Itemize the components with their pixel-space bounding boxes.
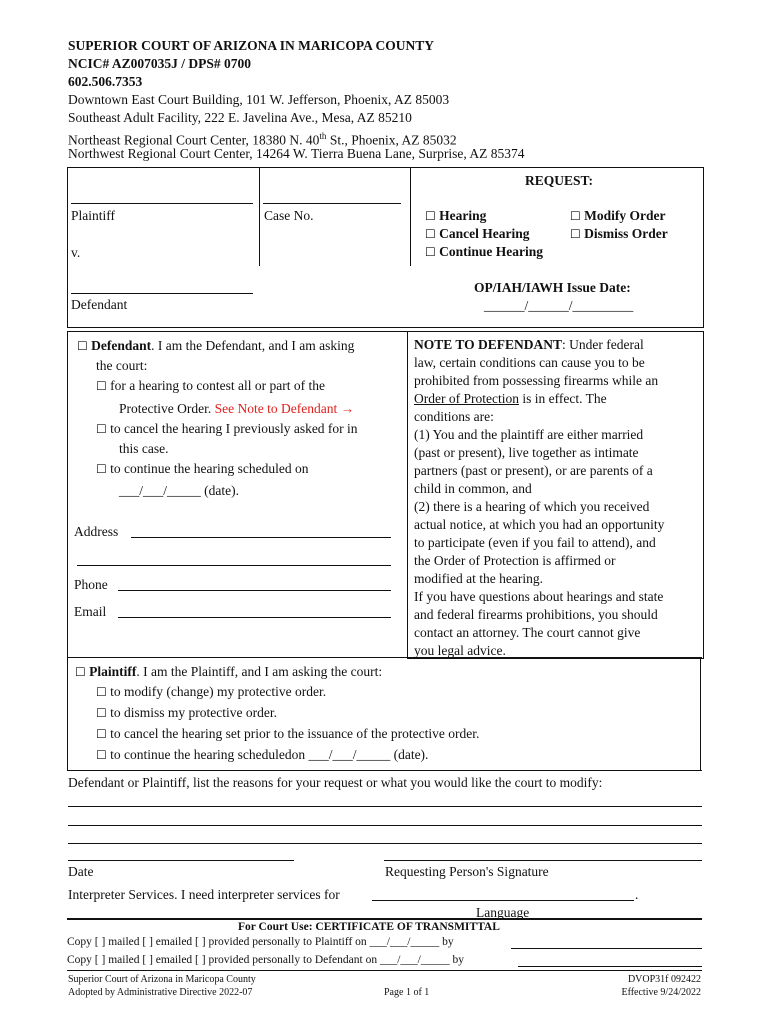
defendant-continue-label: to continue the hearing scheduled on (110, 461, 309, 476)
plaintiff-option-dismiss[interactable] (96, 704, 277, 722)
phone-label: Phone (74, 577, 108, 592)
plaintiff-section-title: Plaintiff (89, 664, 137, 679)
defendant-option-contest[interactable] (96, 377, 325, 395)
contest-checkbox[interactable]: ☐ (96, 379, 107, 393)
interpreter-period: . (635, 887, 639, 902)
plaintiff-continue-label: to continue the hearing scheduledon ___/___/_____ (date). (110, 747, 429, 762)
order-of-protection-underlined: Order of Protection (414, 391, 519, 406)
continue-hearing-label: Continue Hearing (439, 244, 544, 259)
defendant-option-continue[interactable] (96, 460, 308, 478)
modify-order-label: Modify Order (584, 208, 666, 223)
reasons-prompt: Defendant or Plaintiff, list the reasons for your request or what you would like the court to modify: (68, 775, 603, 790)
defendant-section-top-border (67, 331, 407, 332)
see-note-link[interactable]: See Note to Defendant → (214, 401, 355, 416)
cancel-hearing-label: Cancel Hearing (439, 226, 530, 241)
request-hearing[interactable] (425, 207, 486, 225)
plaintiff-option-modify[interactable] (96, 683, 326, 701)
note-line-1-text: : Under federal (562, 337, 644, 352)
defendant-request-intro (77, 337, 354, 355)
defendant-name-line[interactable] (71, 293, 253, 294)
note-line-17: contact an attorney. The court cannot give (414, 625, 641, 640)
page-number: Page 1 of 1 (384, 987, 430, 998)
defendant-section-title: Defendant (91, 338, 152, 353)
caption-divider-1 (259, 167, 260, 266)
note-line-2: law, certain conditions can cause you to be (414, 355, 645, 370)
dismiss-order-checkbox[interactable]: ☐ (570, 227, 581, 241)
reasons-line-2[interactable] (68, 825, 702, 826)
note-title: NOTE TO DEFENDANT (414, 337, 563, 352)
date-label: Date (68, 864, 94, 879)
defendant-intro-text: . I am the Defendant, and I am asking (151, 338, 355, 353)
note-line-14: modified at the hearing. (414, 571, 543, 586)
plaintiff-cancel-label: to cancel the hearing set prior to the issuance of the protective order. (110, 726, 480, 741)
email-label: Email (74, 604, 107, 619)
note-line-11: actual notice, at which you had an opportunity (414, 517, 665, 532)
court-phone: 602.506.7353 (68, 74, 143, 89)
request-title: REQUEST: (525, 173, 594, 188)
address-northeast-post: St., Phoenix, AZ 85032 (326, 132, 457, 148)
effective-date: Effective 9/24/2022 (621, 987, 701, 998)
plaintiff-section-right-border (700, 657, 701, 770)
dismiss-order-label: Dismiss Order (584, 226, 668, 241)
reasons-line-3[interactable] (68, 843, 702, 844)
court-use-bottom-border (67, 970, 702, 971)
address-label: Address (74, 524, 119, 539)
address-northeast-sup: th (319, 131, 327, 141)
transmittal-defendant-by-line[interactable] (518, 966, 702, 967)
defendant-label: Defendant (71, 297, 128, 312)
note-line-16: and federal firearms prohibitions, you should (414, 607, 658, 622)
note-line-4-text: is in effect. The (518, 391, 607, 406)
defendant-section-left-border (67, 331, 68, 657)
form-code: DVOP31f 092422 (627, 974, 701, 985)
note-line-7: (past or present), live together as intimate (414, 445, 639, 460)
address-southeast: Southeast Adult Facility, 222 E. Javelina Ave., Mesa, AZ 85210 (68, 110, 412, 125)
note-line-18: you legal advice. (414, 643, 506, 658)
note-line-4 (414, 390, 607, 408)
defendant-option-cancel-line2: this case. (119, 441, 169, 456)
plaintiff-modify-label: to modify (change) my protective order. (110, 684, 327, 699)
note-line-9: child in common, and (414, 481, 532, 496)
phone-line[interactable] (118, 590, 391, 591)
issue-date-field[interactable]: ______/______/_________ (484, 298, 634, 313)
request-modify[interactable] (570, 207, 666, 225)
plaintiff-continue-checkbox[interactable]: ☐ (96, 748, 107, 762)
transmittal-plaintiff: Copy [ ] mailed [ ] emailed [ ] provided personally to Plaintiff on ___/___/_____ by (67, 936, 454, 948)
plaintiff-section-bottom-border (67, 770, 702, 771)
transmittal-plaintiff-by-line[interactable] (511, 948, 702, 949)
plaintiff-modify-checkbox[interactable]: ☐ (96, 685, 107, 699)
footer-directive: Adopted by Administrative Directive 2022-07 (68, 987, 253, 998)
case-number-line[interactable] (263, 203, 401, 204)
request-continue[interactable] (425, 243, 543, 261)
date-line[interactable] (68, 860, 294, 861)
versus-label: v. (71, 245, 81, 260)
note-line-3: prohibited from possessing firearms while an (414, 373, 659, 388)
note-line-10: (2) there is a hearing of which you received (414, 499, 650, 514)
language-label: Language (476, 905, 530, 920)
signature-line[interactable] (384, 860, 702, 861)
plaintiff-label: Plaintiff (71, 208, 116, 223)
note-line-8: partners (past or present), or are parents of a (414, 463, 653, 478)
defendant-checkbox[interactable]: ☐ (77, 339, 88, 353)
court-use-top-border (67, 918, 702, 920)
note-line-13: the Order of Protection is affirmed or (414, 553, 616, 568)
request-dismiss[interactable] (570, 225, 668, 243)
plaintiff-option-continue[interactable] (96, 746, 428, 764)
note-line-12: to participate (even if you fail to attend), and (414, 535, 656, 550)
modify-order-checkbox[interactable]: ☐ (570, 209, 581, 223)
footer-court: Superior Court of Arizona in Maricopa County (68, 974, 256, 985)
plaintiff-checkbox[interactable]: ☐ (75, 665, 86, 679)
plaintiff-option-cancel[interactable] (96, 725, 479, 743)
hearing-label: Hearing (439, 208, 487, 223)
plaintiff-section-left-border (67, 657, 68, 770)
address-line-2[interactable] (77, 565, 391, 566)
hearing-checkbox[interactable]: ☐ (425, 209, 436, 223)
plaintiff-dismiss-checkbox[interactable]: ☐ (96, 706, 107, 720)
case-number-label: Case No. (264, 208, 314, 223)
continue-hearing-checkbox[interactable]: ☐ (425, 245, 436, 259)
request-cancel[interactable] (425, 225, 530, 243)
plaintiff-request-intro (75, 663, 382, 681)
plaintiff-section-top-border (67, 657, 702, 658)
reasons-line-1[interactable] (68, 806, 702, 807)
address-downtown: Downtown East Court Building, 101 W. Jefferson, Phoenix, AZ 85003 (68, 92, 450, 107)
defendant-continue-date[interactable]: ___/___/_____ (date). (119, 483, 239, 498)
address-northwest: Northwest Regional Court Center, 14264 W. Tierra Buena Lane, Surprise, AZ 85374 (68, 146, 525, 161)
issue-date-label: OP/IAH/IAWH Issue Date: (474, 280, 631, 295)
cancel-hearing-checkbox[interactable]: ☐ (425, 227, 436, 241)
defendant-intro-line2: the court: (96, 358, 148, 373)
defendant-cancel-checkbox[interactable]: ☐ (96, 422, 107, 436)
note-line-1 (414, 336, 644, 354)
signature-label: Requesting Person's Signature (385, 864, 549, 879)
court-title: SUPERIOR COURT OF ARIZONA IN MARICOPA COUNTY (68, 38, 435, 53)
defendant-option-contest-line2 (119, 400, 354, 418)
defendant-option-cancel[interactable] (96, 420, 358, 438)
defendant-continue-checkbox[interactable]: ☐ (96, 462, 107, 476)
note-line-6: (1) You and the plaintiff are either married (414, 427, 644, 442)
address-line-1[interactable] (131, 537, 391, 538)
caption-divider-2 (410, 167, 411, 266)
contest-label: for a hearing to contest all or part of the (110, 378, 325, 393)
plaintiff-intro-text: . I am the Plaintiff, and I am asking the court: (136, 664, 383, 679)
plaintiff-name-line[interactable] (71, 203, 253, 204)
note-line-15: If you have questions about hearings and state (414, 589, 664, 604)
court-use-title: For Court Use: CERTIFICATE OF TRANSMITTAL (238, 921, 500, 933)
transmittal-defendant: Copy [ ] mailed [ ] emailed [ ] provided personally to Defendant on ___/___/_____ by (67, 954, 464, 966)
plaintiff-cancel-checkbox[interactable]: ☐ (96, 727, 107, 741)
address-northeast-pre: Northeast Regional Court Center, 18380 N. 40 (68, 132, 320, 148)
email-line[interactable] (118, 617, 391, 618)
interpreter-label: Interpreter Services. I need interpreter services for (68, 887, 340, 902)
defendant-cancel-label: to cancel the hearing I previously asked for in (110, 421, 358, 436)
ncic-number: NCIC# AZ007035J / DPS# 0700 (68, 56, 252, 71)
note-line-5: conditions are: (414, 409, 494, 424)
language-line[interactable] (372, 900, 634, 901)
plaintiff-dismiss-label: to dismiss my protective order. (110, 705, 277, 720)
contest-label-2: Protective Order. (119, 401, 215, 416)
